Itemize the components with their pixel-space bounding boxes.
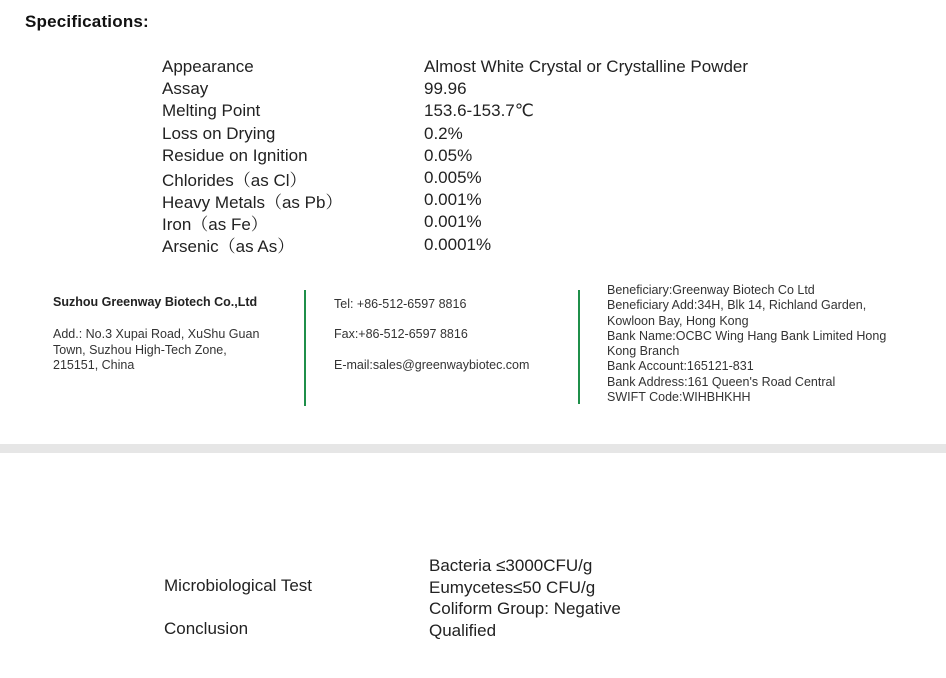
- micro-value: Bacteria ≤3000CFU/g: [429, 556, 593, 575]
- company-name: Suzhou Greenway Biotech Co.,Ltd: [53, 295, 258, 309]
- spec-row: [162, 211, 748, 233]
- spec-value: 0.05%: [424, 145, 473, 165]
- specifications-heading: Specifications:: [25, 12, 149, 31]
- page-separator: [0, 444, 946, 453]
- spec-label: Loss on Drying: [162, 123, 276, 143]
- contact-tel: Tel: +86-512-6597 8816: [334, 297, 467, 311]
- bank-info: [607, 283, 927, 405]
- spec-row: [162, 123, 748, 145]
- spec-value: 0.2%: [424, 123, 463, 143]
- bank-line: SWIFT Code:WIHBHKHH: [607, 390, 751, 405]
- contact-fax: Fax:+86-512-6597 8816: [334, 327, 468, 341]
- bank-line: Bank Account:165121-831: [607, 359, 754, 374]
- spec-label: Appearance: [162, 57, 254, 77]
- spec-row: [162, 189, 748, 211]
- spec-label: Melting Point: [162, 101, 261, 121]
- conclusion-label: Conclusion: [164, 619, 249, 638]
- spec-label: Arsenic（as As）: [162, 237, 295, 257]
- bank-line: Kowloon Bay, Hong Kong: [607, 313, 749, 328]
- bank-line: Beneficiary:Greenway Biotech Co Ltd: [607, 283, 815, 297]
- spec-row: [162, 100, 748, 122]
- spec-row: [162, 145, 748, 167]
- micro-value: Coliform Group: Negative: [429, 599, 621, 619]
- microbiological-values: [429, 555, 621, 642]
- bank-line: Kong Branch: [607, 344, 680, 359]
- spec-value: 99.96: [424, 79, 467, 99]
- microbiological-test-label: Microbiological Test: [164, 576, 313, 595]
- footer-divider: [578, 290, 580, 404]
- spec-label: Residue on Ignition: [162, 145, 308, 165]
- spec-table: [162, 56, 748, 256]
- spec-value: 0.005%: [424, 168, 482, 188]
- conclusion-value: Qualified: [429, 621, 497, 641]
- spec-value: 0.0001%: [424, 234, 492, 254]
- spec-row: [162, 167, 748, 189]
- spec-value: 0.001%: [424, 190, 482, 210]
- spec-label: Chlorides（as Cl）: [162, 170, 307, 190]
- spec-label: Heavy Metals（as Pb）: [162, 192, 343, 212]
- spec-label: Assay: [162, 79, 209, 99]
- contact-email: E-mail:sales@greenwaybiotec.com: [334, 358, 530, 372]
- footer-divider: [304, 290, 306, 406]
- bank-line: Bank Address:161 Queen's Road Central: [607, 374, 836, 389]
- micro-value: Eumycetes≤50 CFU/g: [429, 577, 596, 597]
- company-address: Add.: No.3 Xupai Road, XuShu Guan Town, Suzhou High-Tech Zone, 215151, China: [53, 327, 260, 372]
- spec-value: Almost White Crystal or Crystalline Powder: [424, 57, 749, 77]
- spec-row: [162, 234, 748, 256]
- spec-value: 153.6-153.7℃: [424, 101, 534, 121]
- spec-row: [162, 56, 748, 78]
- spec-row: [162, 78, 748, 100]
- spec-value: 0.001%: [424, 212, 482, 232]
- bank-line: Bank Name:OCBC Wing Hang Bank Limited Hong: [607, 328, 887, 343]
- spec-label: Iron（as Fe）: [162, 214, 268, 234]
- bank-line: Beneficiary Add:34H, Blk 14, Richland Garden,: [607, 298, 867, 313]
